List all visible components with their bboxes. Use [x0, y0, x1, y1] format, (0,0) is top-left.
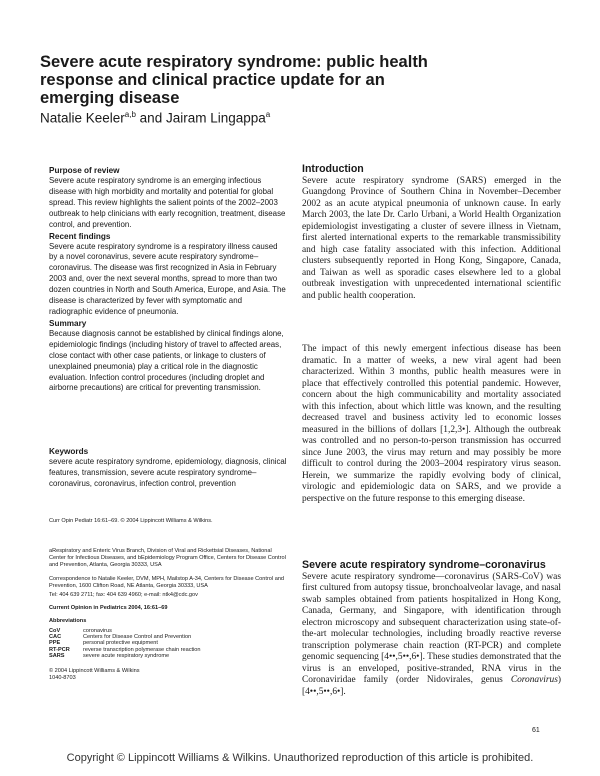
- contact-text: Tel: 404 639 2711; fax: 404 639 4960; e-mail: ntk4@cdc.gov: [49, 592, 198, 599]
- purpose-text: Severe acute respiratory syndrome is an emerging infectious disease with high morbidity and mortality and potential for global spread. This review highlights the salient points of the 2002–2003 outbreak to help clinicians with early recognition, treatment, disease control, and prevention.: [49, 176, 286, 229]
- abbreviation-term: SARS: [49, 653, 65, 660]
- copyright-small: © 2004 Lippincott Williams & Wilkins: [49, 667, 140, 674]
- summary-text: Because diagnosis cannot be established by clinical findings alone, epidemiologic findings (including history of travel to affected areas, close contact with other case patients, or linkage to clusters of unexplained pneumonia) play a critical role in the diagnostic evaluation. Infection control procedures (including droplet and airborne precautions) are critical for preventing transmission.: [49, 328, 284, 393]
- article-title: Severe acute respiratory syndrome: public health response and clinical practice update for an emerging disease: [40, 53, 428, 107]
- coronavirus-section: [302, 559, 561, 698]
- abbreviation-definition: severe acute respiratory syndrome: [83, 653, 170, 660]
- abbreviations-heading: Abbreviations: [49, 618, 87, 625]
- findings-heading: Recent findings: [49, 231, 111, 241]
- genus-name: Coronavirus: [510, 675, 558, 685]
- abbreviation-definition: Centers for Disease Control and Prevention: [83, 634, 192, 641]
- coronavirus-paragraph-text: Severe acute respiratory syndrome—coronavirus (SARS-CoV) was first cultured from autopsy tissue, bronchoalveolar lavage, and nasal swab samples obtained from patients hospitalized in Hong Kong, Canada, Germany, and Singapore, with identification through electron microscopy and subsequent characterization using state-of-the-art molecular technologies, including broadly reactive reverse transcription polymerase chain reaction (RT-PCR) and complete genomic sequencing [4••,5••,6•]. These studies demonstrated that the virus is an enveloped, positive-stranded, RNA virus in the Coronaviridae family (order Nidovirales, genus: [302, 571, 561, 685]
- journal-line: Current Opinion in Pediatrics 2004, 16:61–69: [49, 605, 168, 612]
- introduction-heading: Introduction: [302, 163, 364, 175]
- author-keeler-affiliation: a,b: [124, 110, 136, 119]
- summary-heading: Summary: [49, 318, 87, 328]
- abbreviation-term: RT-PCR: [49, 646, 70, 653]
- keywords-text: severe acute respiratory syndrome, epidemiology, diagnosis, clinical features, transmission, severe acute respiratory syndrome–coronavirus, coronavirus, infection control, prevention: [49, 457, 287, 488]
- abbreviation-definition: coronavirus: [83, 627, 112, 634]
- author-lingappa: and Jairam Lingappa: [135, 110, 266, 126]
- footer-copyright: Copyright © Lippincott Williams & Wilkins. Unauthorized reproduction of this article is prohibited.: [66, 752, 534, 764]
- correspondence-text: Correspondence to Natalie Keeler, DVM, MPH, Mailstop A-34, Centers for Disease Control and Prevention, 1600 Clifton Road, NE Atlanta, Georgia 30333, USA: [49, 575, 285, 589]
- introduction-paragraph-2: The impact of this newly emergent infectious disease has been dramatic. In a matter of weeks, a new viral agent had been characterized. Within 3 months, public health measures were in place that effectively controlled this potential pandemic. However, concern about the high communicability and mortality associated with this infection, about which little was known, and the resulting decreased travel and business activity led to economic losses measured in the billions of dollars [1,2,3•]. Although the outbreak was controlled and no person-to-person transmission has occurred since June 2003, the virus may return and may possibly be more difficult to control during the 2003–2004 respiratory virus season. Herein, we summarize the rapidly evolving body of clinical, virologic and epidemiologic data on SARS, and we provide a perspective on the future response to this emerging disease.: [302, 344, 561, 504]
- abbreviation-definition: personal protective equipment: [83, 640, 158, 647]
- affiliation-text: aRespiratory and Enteric Virus Branch, Division of Viral and Rickettsial Diseases, National Center for Infectious Diseases, and bEpidemiology Program Office, Centers for Disease Control and Prevention, Atlanta, Georgia 30333, USA: [49, 548, 286, 569]
- citation-text: Curr Opin Pediatr 16:61–69. © 2004 Lippincott Williams & Wilkins.: [49, 518, 213, 524]
- author-line: [40, 110, 270, 126]
- author-keeler: Natalie Keeler: [40, 110, 125, 126]
- introduction-section: [302, 163, 561, 302]
- coronavirus-paragraph-end: ) [4••,5••,6•].: [302, 675, 561, 697]
- page-number: 61: [532, 727, 540, 734]
- introduction-continued: [302, 344, 561, 505]
- coronavirus-paragraph: [302, 572, 561, 699]
- abbreviation-term: CAC: [49, 634, 62, 641]
- abstract: [49, 165, 287, 394]
- keywords: [49, 446, 287, 490]
- abbreviation-row: [49, 653, 201, 659]
- citation: [49, 518, 289, 525]
- abbreviation-definition: reverse transcription polymerase chain reaction: [83, 646, 201, 653]
- issn: 1040-8703: [49, 674, 76, 681]
- abbreviation-term: CoV: [49, 627, 61, 634]
- abbreviation-term: PPE: [49, 640, 61, 647]
- purpose-heading: Purpose of review: [49, 166, 120, 175]
- front-matter-notes: [49, 548, 289, 682]
- coronavirus-heading: Severe acute respiratory syndrome–coronavirus: [302, 559, 546, 571]
- findings-text: Severe acute respiratory syndrome is a respiratory illness caused by a novel coronavirus, severe acute respiratory syndrome–coronavirus. The disease was first recognized in Asia in February 2003 and, over the next several months, spread to more than two dozen countries in North and South America, Europe, and Asia. The disease is characterized by fever with symptomatic and radiographic evidence of pneumonia.: [49, 241, 286, 316]
- abbreviations-table: [49, 628, 201, 660]
- keywords-heading: Keywords: [49, 447, 89, 456]
- author-lingappa-affiliation: a: [265, 110, 271, 119]
- introduction-paragraph-1: Severe acute respiratory syndrome (SARS) emerged in the Guangdong Province of Southern China in November–December 2002 as an acute atypical pneumonia of unknown cause. In early March 2003, the late Dr. Carlo Urbani, a World Health Organization epidemiologist investigating a cluster of severe illness in Vietnam, first alerted international experts to the remarkable transmissibility and high case fatality associated with this infection. Additional clusters subsequently reported in Hong Kong, Singapore, Canada, and Taiwan as well as sporadic cases elsewhere led to a global outbreak investigation with unprecedented international scientific and public health cooperation.: [302, 175, 561, 301]
